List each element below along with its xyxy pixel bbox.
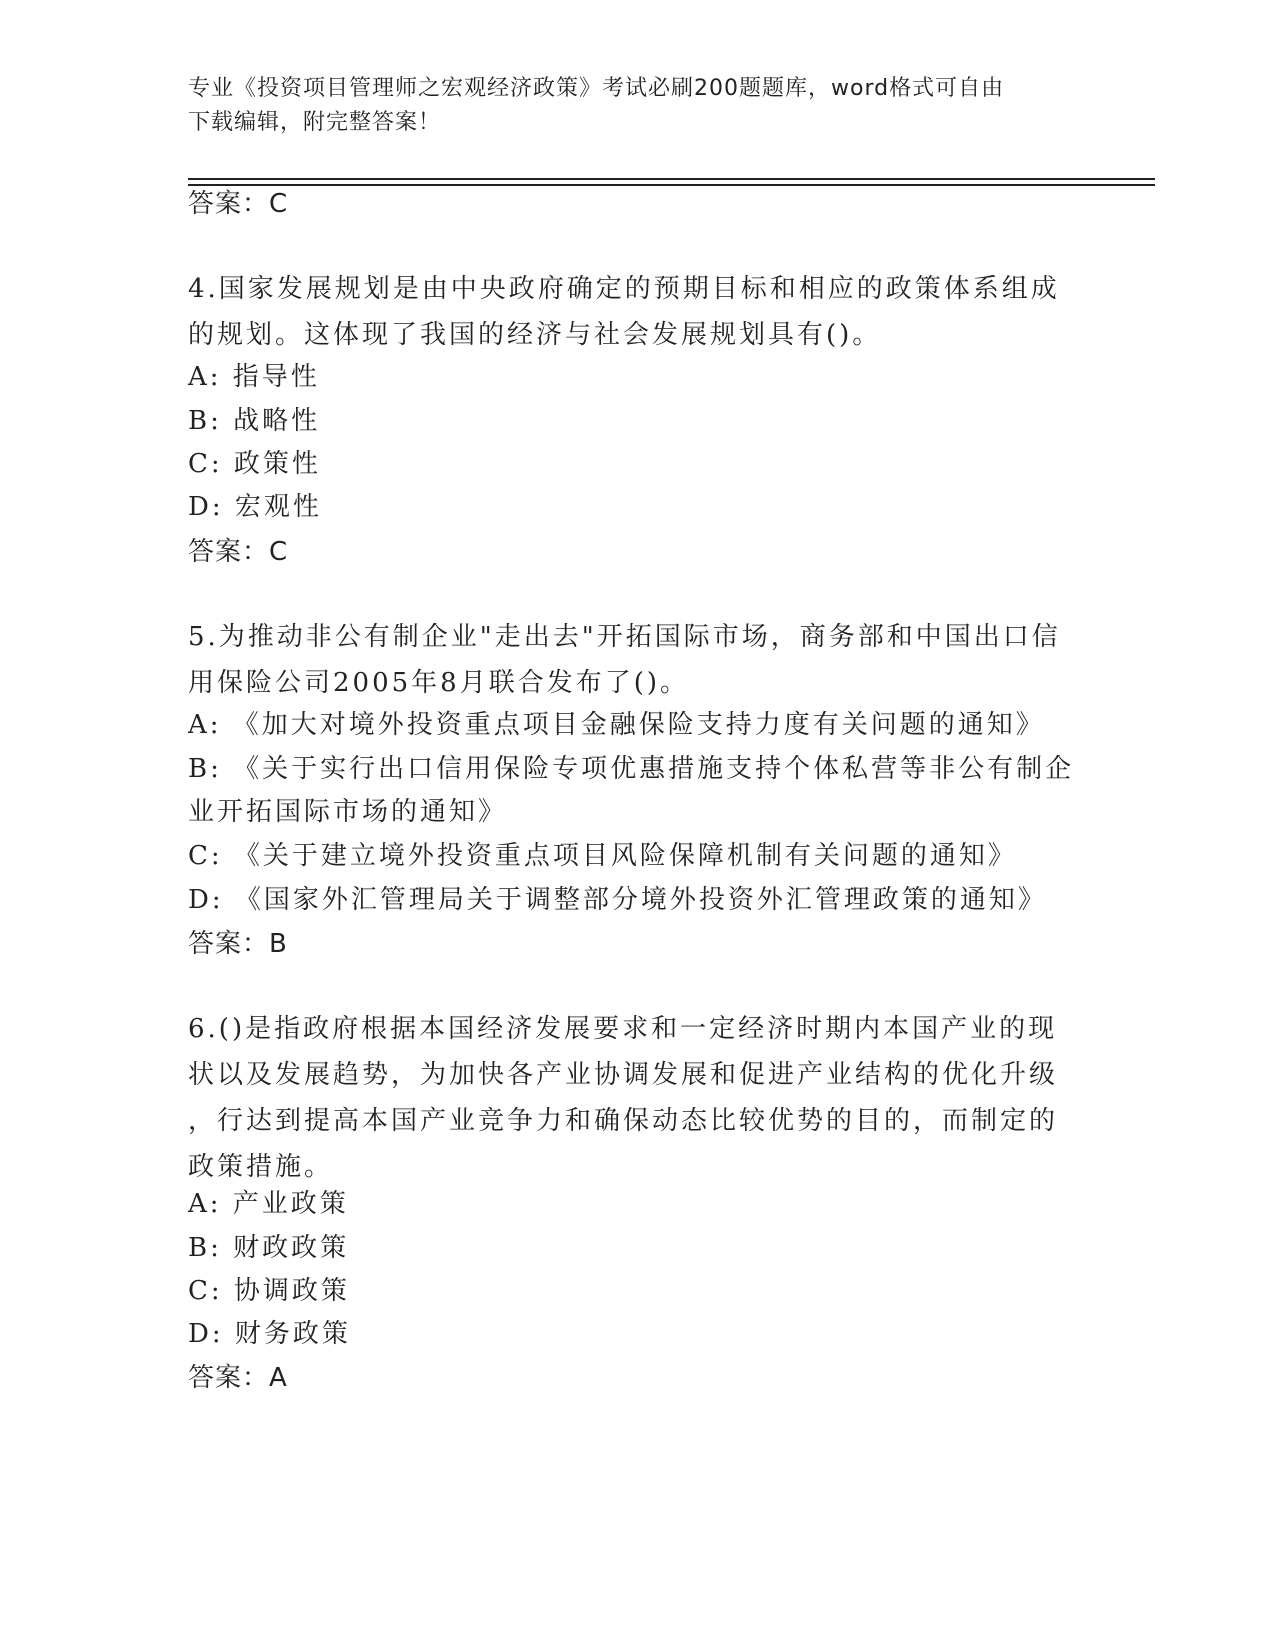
question-5-option-c: C: 《关于建立境外投资重点项目风险保障机制有关问题的通知》 [188, 841, 1017, 871]
question-5-stem-line-2: 用保险公司2005年8月联合发布了()。 [188, 668, 689, 698]
question-6-stem-line-3: ，行达到提高本国产业竞争力和确保动态比较优势的目的，而制定的 [188, 1106, 1059, 1136]
question-6-option-a: A: 产业政策 [188, 1189, 349, 1219]
question-4-stem-line-1: 4.国家发展规划是由中央政府确定的预期目标和相应的政策体系组成 [188, 274, 1060, 304]
question-5-stem [188, 614, 1088, 706]
answer-q4: 答案：C [188, 537, 289, 567]
question-5-option-a: A: 《加大对境外投资重点项目金融保险支持力度有关问题的通知》 [188, 710, 1045, 740]
document-header [188, 72, 1068, 140]
answer-q5: 答案：B [188, 929, 288, 959]
header-rule-top [188, 178, 1155, 180]
question-6-stem-line-4: 政策措施。 [188, 1152, 334, 1182]
header-line-1: 专业《投资项目管理师之宏观经济政策》考试必刷200题题库，word格式可自由 [188, 76, 1005, 101]
question-4-option-d: D: 宏观性 [188, 492, 322, 522]
question-4-option-a: A: 指导性 [188, 362, 320, 392]
question-6-stem [188, 1006, 1088, 1190]
question-6-stem-line-2: 状以及发展趋势，为加快各产业协调发展和促进产业结构的优化升级 [188, 1060, 1059, 1090]
question-5-option-b: B: 《关于实行出口信用保险专项优惠措施支持个体私营等非公有制企 [188, 754, 1075, 784]
question-4-stem [188, 266, 1088, 358]
question-4-stem-line-2: 的规划。这体现了我国的经济与社会发展规划具有()。 [188, 320, 882, 350]
question-5-option-d: D: 《国家外汇管理局关于调整部分境外投资外汇管理政策的通知》 [188, 885, 1047, 915]
answer-q3: 答案：C [188, 189, 289, 219]
question-5-option-b-continued: 业开拓国际市场的通知》 [188, 797, 508, 827]
answer-q6: 答案：A [188, 1363, 288, 1393]
question-4-option-c: C: 政策性 [188, 449, 321, 479]
header-line-2: 下载编辑，附完整答案！ [188, 110, 442, 135]
question-6-option-b: B: 财政政策 [188, 1233, 350, 1263]
question-4-option-b: B: 战略性 [188, 406, 321, 436]
question-6-stem-line-1: 6.()是指政府根据本国经济发展要求和一定经济时期内本国产业的现 [188, 1014, 1058, 1044]
header-rule-bottom [188, 184, 1155, 186]
question-5-stem-line-1: 5.为推动非公有制企业"走出去"开拓国际市场，商务部和中国出口信 [188, 622, 1061, 652]
question-6-option-c: C: 协调政策 [188, 1276, 350, 1306]
question-6-option-d: D: 财务政策 [188, 1319, 351, 1349]
